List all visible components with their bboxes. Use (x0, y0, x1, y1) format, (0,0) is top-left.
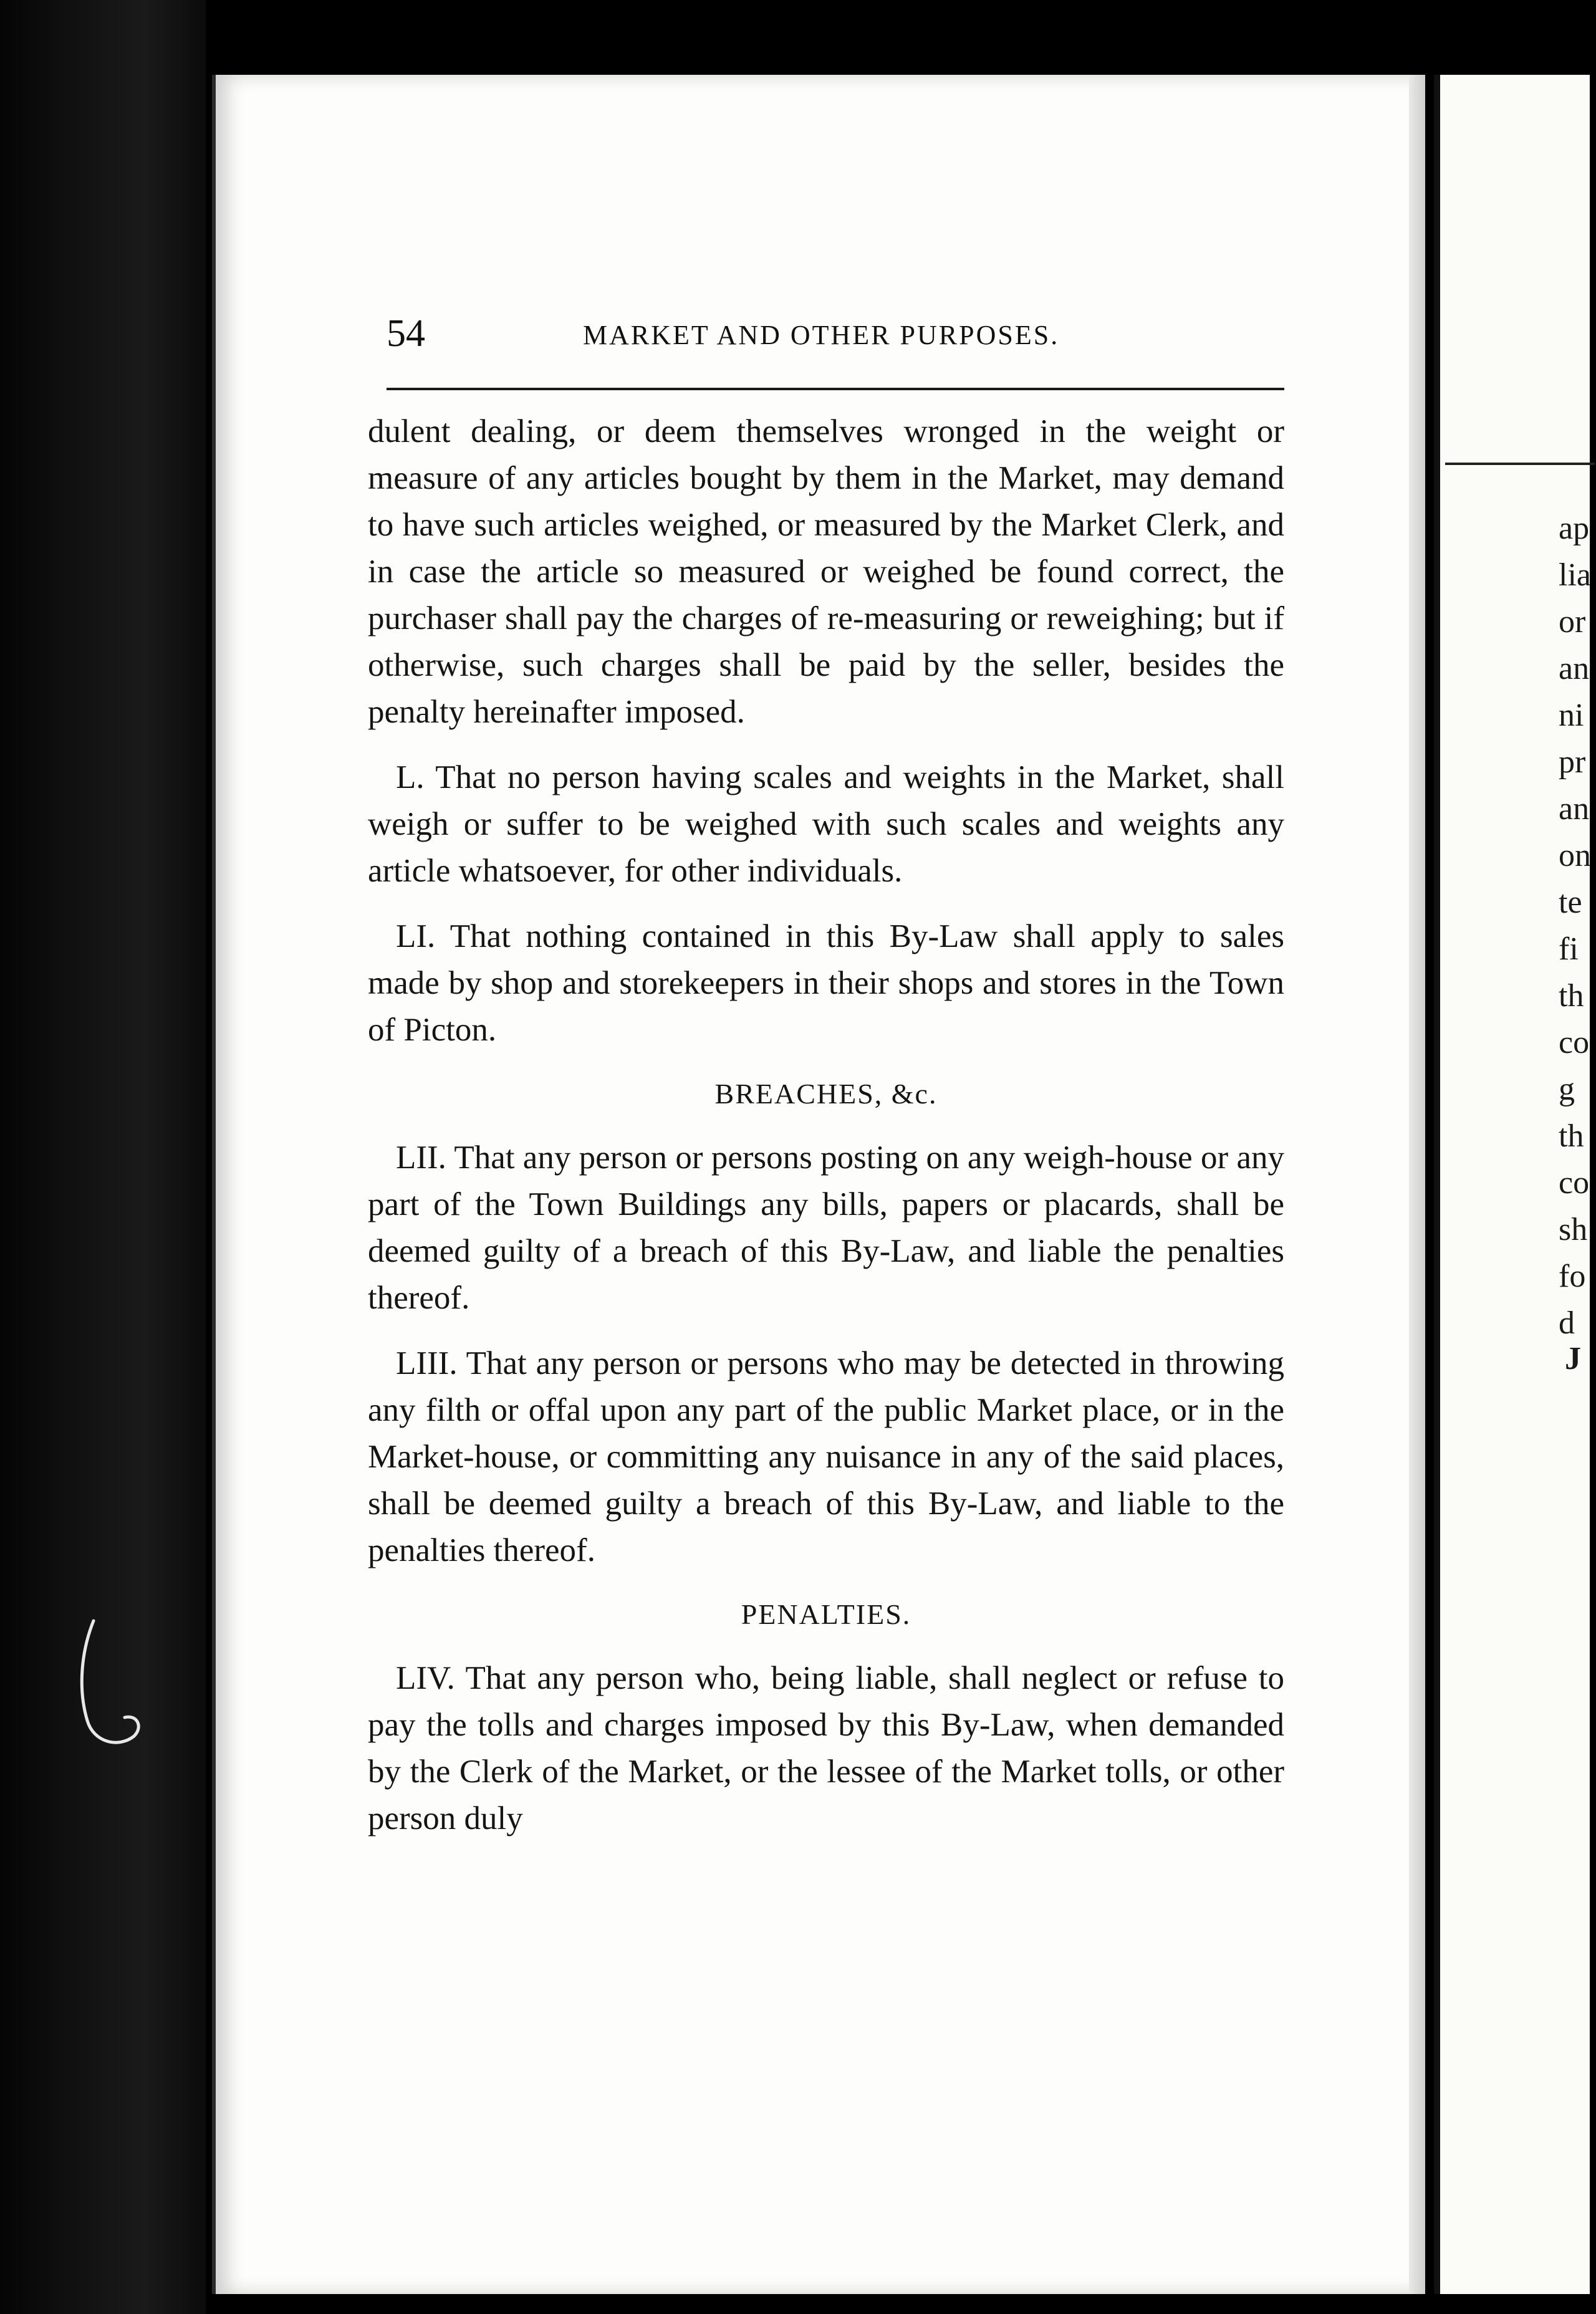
body-text (368, 408, 1284, 1861)
paragraph-LIV-text: LIV. That any person who, being liable, shall neglect or refuse to pay the tolls and charges imposed by this By-Law, when demanded by the Clerk of the Market, or the lessee of the Market tolls, or other person duly (368, 1660, 1284, 1836)
paragraph-LI-text: LI. That nothing contained in this By-Law shall apply to sales made by shop and storekeepers in their shops and stores in the Town of Picton. (368, 918, 1284, 1048)
adjacent-page-fragment: te (1559, 885, 1582, 920)
handwritten-mark (75, 1615, 150, 1758)
adjacent-page (1434, 75, 1590, 2294)
adjacent-page-fragment: d (1559, 1305, 1575, 1341)
paragraph-L-text: L. That no person having scales and weights in the Market, shall weigh or suffer to be weighed with such scales and weights any article whatsoever, for other individuals. (368, 759, 1284, 889)
adjacent-page-fragment: or (1559, 604, 1586, 640)
paragraph-LIV (368, 1655, 1284, 1842)
adjacent-page-fragment: th (1559, 978, 1584, 1014)
paragraph-LIII-text: LIII. That any person or persons who may be detected in throwing any filth or offal upon any part of the public Market place, or in the Market-house, or committing any nuisance in any of the said places, shall be deemed guilty a breach of this By-Law, and liable to the penalties thereof. (368, 1345, 1284, 1568)
heading-penalties: PENALTIES. (741, 1598, 911, 1630)
adjacent-page-fragment: on (1559, 838, 1591, 873)
adjacent-page-fragment: co (1559, 1165, 1590, 1201)
paragraph-LII-text: LII. That any person or persons posting on any weigh-house or any part of the Town Buildings any bills, papers or placards, shall be deemed guilty of a breach of this By-Law, and liable the penalties thereof. (368, 1140, 1284, 1316)
adjacent-page-fragment: ap (1559, 511, 1590, 546)
adjacent-page-fragment: pr (1559, 744, 1586, 780)
page-number: 54 (387, 312, 425, 355)
running-title: MARKET AND OTHER PURPOSES. (583, 320, 1060, 350)
adjacent-page-fragment: g (1559, 1072, 1575, 1107)
paragraph-L (368, 754, 1284, 895)
header-rule (387, 388, 1284, 390)
page-gutter (1409, 75, 1425, 2294)
binding-edge (0, 0, 206, 2314)
adjacent-page-fragment: fo (1559, 1259, 1586, 1294)
running-head (387, 312, 1284, 368)
paragraph-LI (368, 913, 1284, 1054)
adjacent-page-fragment: lia (1559, 557, 1591, 593)
adjacent-page-fragment: an (1559, 651, 1590, 686)
adjacent-page-fragment: th (1559, 1118, 1584, 1154)
paragraph-LII (368, 1135, 1284, 1322)
adjacent-page-fragments (1559, 505, 1596, 1347)
paragraph-LIII (368, 1340, 1284, 1574)
heading-breaches: BREACHES, &c. (714, 1078, 938, 1110)
paragraph-continuation: dulent dealing, or deem themselves wronged in the weight or measure of any articles bought by them in the Market, may demand to have such articles weighed, or measured by the Market Clerk, and in case the article so measured or weighed be found correct, the purchaser shall pay the charges of re-measuring or reweighing; but if otherwise, such charges shall be paid by the seller, besides the penalty hereinafter imposed. (368, 413, 1284, 730)
adjacent-page-fragment: sh (1559, 1212, 1588, 1247)
adjacent-page-fragment: an (1559, 791, 1590, 827)
adjacent-page-fragment: fi (1559, 931, 1579, 967)
adjacent-page-fragment: ni (1559, 698, 1584, 733)
adjacent-page-rule (1445, 463, 1595, 465)
adjacent-page-fragment: co (1559, 1025, 1590, 1060)
adjacent-page-fragment-j: J (1565, 1341, 1581, 1376)
